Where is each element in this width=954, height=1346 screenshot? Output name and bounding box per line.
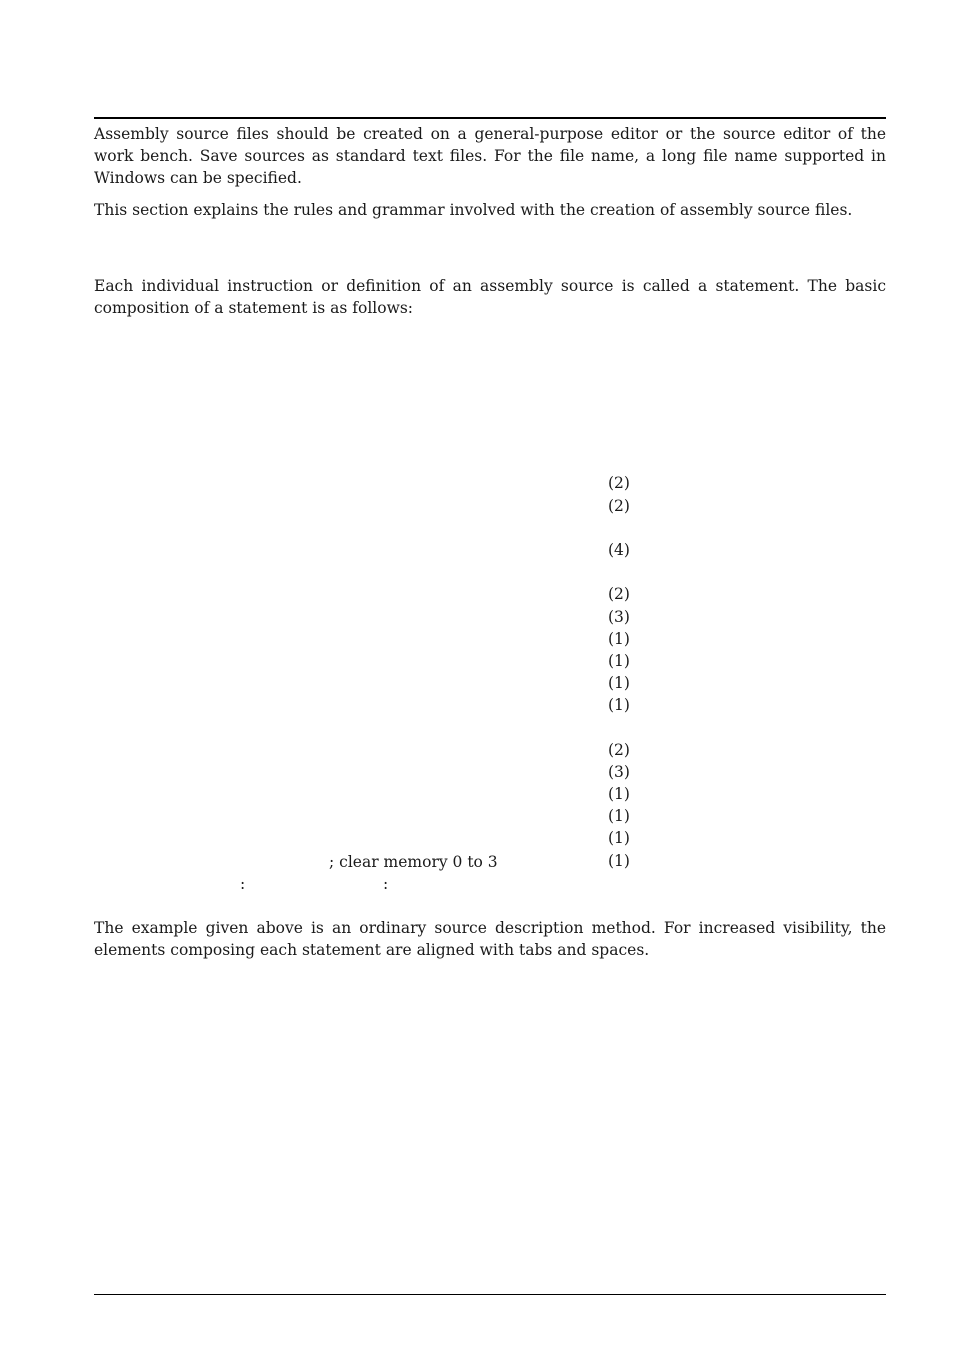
cycle-count: (4) <box>608 541 630 559</box>
continuation-mark: : <box>240 875 246 893</box>
cycle-count: (1) <box>608 674 630 692</box>
closing-paragraph: The example given above is an ordinary source description method. For increased visibility, the elements composing each statement are aligned with tabs and spaces. <box>94 919 886 959</box>
cycle-count: (3) <box>608 608 630 626</box>
cycle-count: (2) <box>608 474 630 492</box>
code-comment: ; clear memory 0 to 3 <box>329 853 498 871</box>
cycle-count: (1) <box>608 807 630 825</box>
footer-rule <box>94 1294 886 1295</box>
header-rule <box>94 117 886 119</box>
cycle-count: (3) <box>608 763 630 781</box>
cycle-count: (2) <box>608 585 630 603</box>
cycle-count: (1) <box>608 829 630 847</box>
cycle-count: (2) <box>608 741 630 759</box>
cycle-count: (1) <box>608 652 630 670</box>
cycle-count: (1) <box>608 785 630 803</box>
cycle-count: (2) <box>608 497 630 515</box>
cycle-count: (1) <box>608 696 630 714</box>
intro-paragraph-1: Assembly source files should be created on a general-purpose editor or the source editor of the work bench. Save sources as standard text files. For the file name, a long file name supported in Windows can be specified. <box>94 125 886 187</box>
intro-paragraph-2: This section explains the rules and grammar involved with the creation of assembly source files. <box>94 201 853 219</box>
continuation-mark: : <box>383 875 389 893</box>
cycle-count: (1) <box>608 852 630 870</box>
cycle-count: (1) <box>608 630 630 648</box>
statement-paragraph: Each individual instruction or definition of an assembly source is called a statement. The basic composition of a statement is as follows: <box>94 277 886 317</box>
